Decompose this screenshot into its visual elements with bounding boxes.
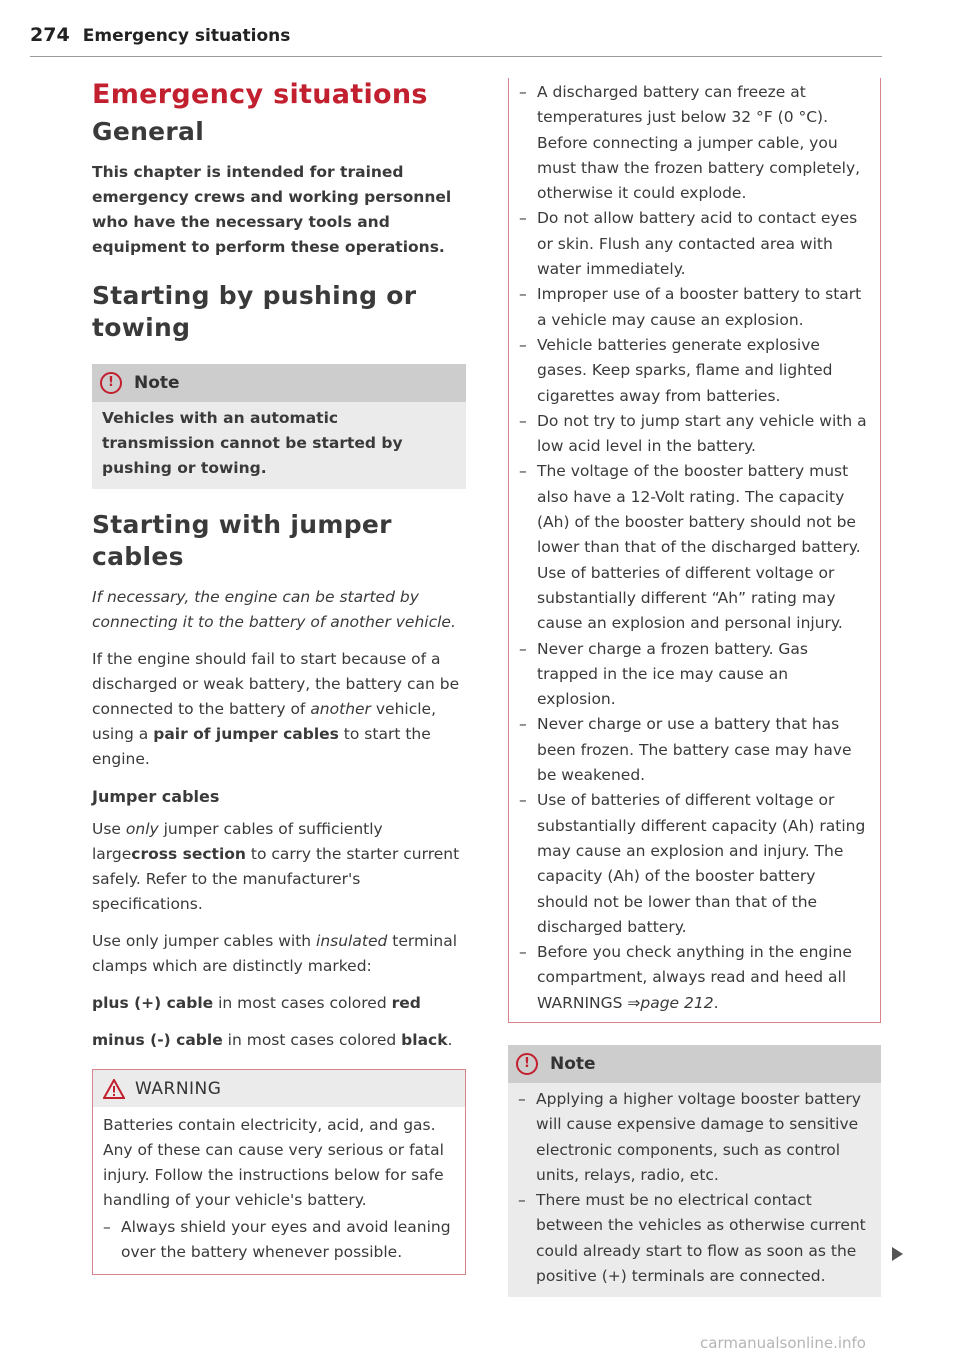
page-number: 274 <box>30 24 70 46</box>
warning-bullet: – Do not allow battery acid to contact eyes or skin. Flush any contacted area with water immediately. <box>519 206 870 282</box>
exclamation-circle-icon: ! <box>516 1053 538 1075</box>
warning-box <box>92 1069 466 1275</box>
heading-cables: Jumper cables <box>92 787 220 806</box>
heading-general: General <box>92 117 205 146</box>
minus-cable-line: minus (-) cable in most cases colored black. <box>92 1031 453 1049</box>
warning-bullet: – Do not try to jump start any vehicle with a low acid level in the battery. <box>519 409 870 460</box>
warning-bullet: – Vehicle batteries generate explosive gases. Keep sparks, flame and lighted cigarettes away from batteries. <box>519 333 870 409</box>
paragraph-discharged: If the engine should fail to start because of a discharged or weak battery, the battery can be connected to the battery of another vehicle, using a pair of jumper cables to start the engine. <box>92 650 460 768</box>
chapter-title: Emergency situations <box>92 79 428 110</box>
left-column <box>92 78 466 1275</box>
exclamation-circle-icon: ! <box>100 372 122 394</box>
note-bullet: – Applying a higher voltage booster battery will cause expensive damage to sensitive electronic components, such as control units, relays, radio, etc. <box>518 1087 871 1188</box>
note-label: Note <box>134 373 180 393</box>
note-bullet: – There must be no electrical contact between the vehicles as otherwise current could already start to flow as soon as the positive (+) terminals are connected. <box>518 1188 871 1289</box>
warning-bullet: – Never charge a frozen battery. Gas trapped in the ice may cause an explosion. <box>519 637 870 713</box>
note-header <box>92 364 466 402</box>
warning-bullet: – Never charge or use a battery that has been frozen. The battery case may have be weakened. <box>519 712 870 788</box>
paragraph-cross-section: Use only jumper cables of sufficiently largecross section to carry the starter current safely. Refer to the manufacturer's specifications. <box>92 820 460 913</box>
general-intro: This chapter is intended for trained emergency crews and working personnel who have the necessary tools and equipment to perform these operations. <box>92 163 452 256</box>
warning-bullet: – A discharged battery can freeze at temperatures just below 32 °F (0 °C). Before connecting a jumper cable, you must thaw the frozen battery completely, otherwise it could explode. <box>519 80 870 206</box>
note-header <box>508 1045 881 1083</box>
warning-text: Batteries contain electricity, acid, and gas. Any of these can cause very serious or fatal injury. Follow the instructions below for safe handling of your vehicle's battery. <box>103 1116 444 1209</box>
page-reference-link[interactable]: ⇒page 212 <box>627 993 714 1012</box>
warning-bullet: – Always shield your eyes and avoid leaning over the battery whenever possible. <box>103 1215 455 1266</box>
warning-header <box>93 1069 465 1107</box>
plus-cable-line: plus (+) cable in most cases colored red <box>92 994 421 1012</box>
note-box-automatic <box>92 364 466 489</box>
jumper-intro: If necessary, the engine can be started by connecting it to the battery of another vehicle. <box>92 588 456 631</box>
warning-triangle-icon <box>103 1079 125 1099</box>
warning-bullet: – The voltage of the booster battery must also have a 12-Volt rating. The capacity (Ah) of the booster battery should not be lower than that of the discharged battery. Use of batteries of different voltage or substantially different “Ah” rating may cause an explosion and personal injury. <box>519 459 870 636</box>
note-text: Vehicles with an automatic transmission cannot be started by pushing or towing. <box>102 409 403 477</box>
right-column <box>508 78 881 1297</box>
running-section-title: Emergency situations <box>82 26 291 46</box>
warning-box-continued <box>508 78 881 1023</box>
warning-bullet-last: – Before you check anything in the engine compartment, always read and heed all WARNINGS ⇒page 212. <box>519 940 870 1016</box>
heading-jumper-cables: Starting with jumper cables <box>92 510 392 571</box>
heading-pushing-towing: Starting by pushing or towing <box>92 281 417 342</box>
continue-arrow-icon <box>892 1247 903 1261</box>
watermark: carmanualsonline.info <box>700 1334 866 1352</box>
warning-bullet: – Use of batteries of different voltage or substantially different capacity (Ah) rating may cause an explosion and injury. The capacity (Ah) of the booster battery should not be lower than that of the discharged battery. <box>519 788 870 940</box>
paragraph-insulated: Use only jumper cables with insulated terminal clamps which are distinctly marked: <box>92 932 458 975</box>
warning-label: WARNING <box>135 1078 222 1099</box>
page-header <box>30 24 882 57</box>
warning-bullet: – Improper use of a booster battery to start a vehicle may cause an explosion. <box>519 282 870 333</box>
note-box-voltage <box>508 1045 881 1297</box>
note-label: Note <box>550 1053 596 1074</box>
